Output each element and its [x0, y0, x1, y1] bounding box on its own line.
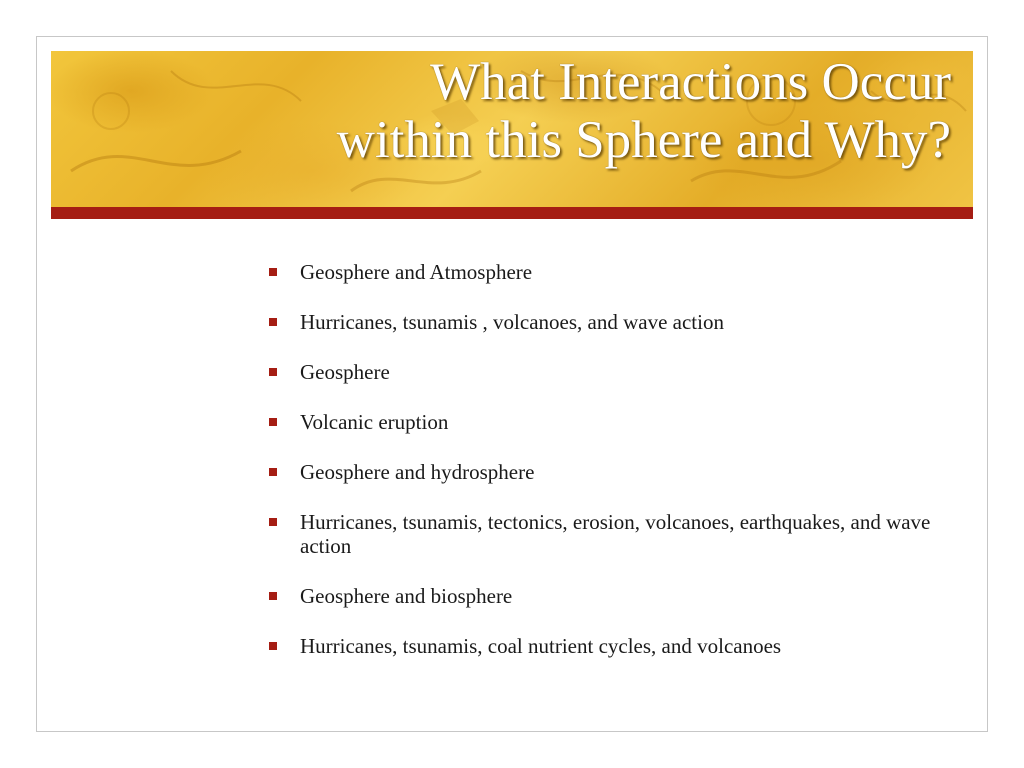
square-bullet-icon — [269, 268, 277, 276]
bullet-item — [265, 584, 955, 608]
bullet-text: Hurricanes, tsunamis , volcanoes, and wave action — [300, 310, 724, 334]
bullet-text: Geosphere and biosphere — [300, 584, 513, 608]
bullet-text: Volcanic eruption — [300, 410, 449, 434]
square-bullet-icon — [269, 418, 277, 426]
bullet-item — [265, 510, 955, 558]
square-bullet-icon — [269, 368, 277, 376]
bullet-text: Hurricanes, tsunamis, coal nutrient cycles, and volcanoes — [300, 634, 782, 658]
square-bullet-icon — [269, 592, 277, 600]
slide-title: What Interactions Occur within this Sphere and Why? — [336, 53, 951, 169]
square-bullet-icon — [269, 518, 277, 526]
bullet-text: Hurricanes, tsunamis, tectonics, erosion, volcanoes, earthquakes, and wave action — [300, 510, 931, 558]
square-bullet-icon — [269, 468, 277, 476]
title-band — [51, 51, 973, 207]
bullet-text: Geosphere — [300, 360, 390, 384]
bullet-text: Geosphere and Atmosphere — [300, 260, 533, 284]
slide — [36, 36, 988, 732]
bullet-item — [265, 410, 955, 434]
square-bullet-icon — [269, 318, 277, 326]
square-bullet-icon — [269, 642, 277, 650]
bullet-item — [265, 360, 955, 384]
title-divider-bar — [51, 207, 973, 219]
bullet-text: Geosphere and hydrosphere — [300, 460, 535, 484]
bullet-item — [265, 460, 955, 484]
bullet-item — [265, 634, 955, 658]
bullet-item — [265, 260, 955, 284]
bullet-item — [265, 310, 955, 334]
bullet-list — [265, 260, 955, 684]
